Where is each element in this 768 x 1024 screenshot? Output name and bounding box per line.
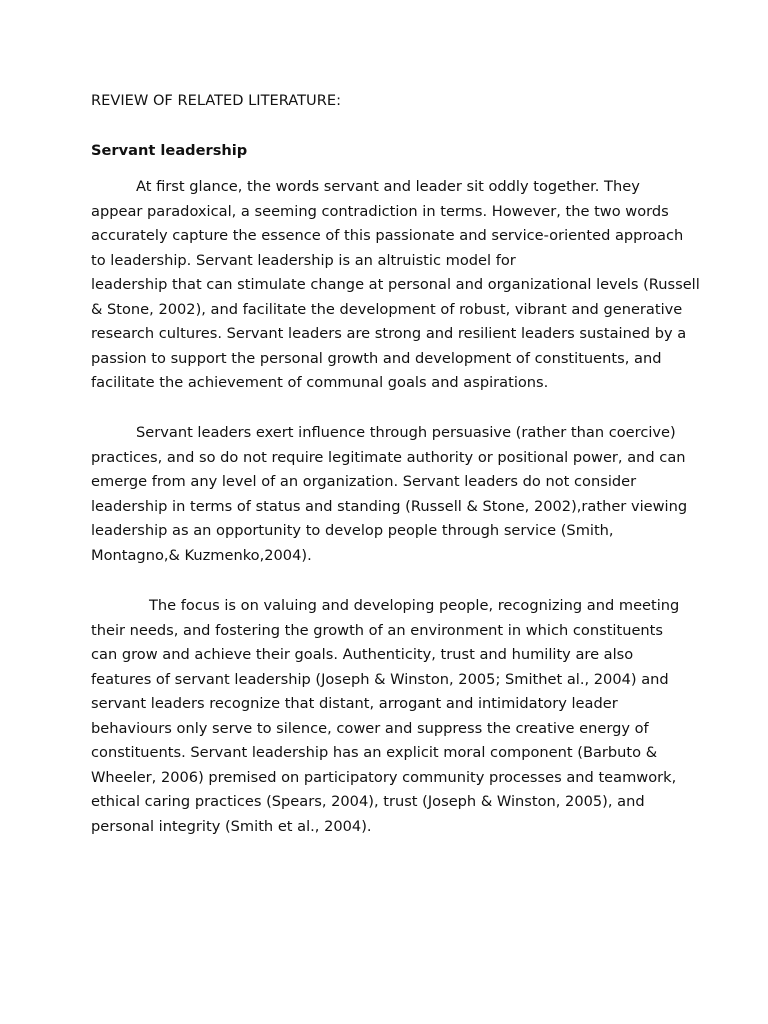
paragraph-line: leadership as an opportunity to develop people through service (Smith, bbox=[91, 522, 614, 539]
paragraph-line: Wheeler, 2006) premised on participatory community processes and teamwork, bbox=[91, 768, 677, 786]
paragraph-line: passion to support the personal growth and development of constituents, and bbox=[91, 349, 662, 367]
paragraph-line: accurately capture the essence of this passionate and service-oriented approach bbox=[91, 227, 684, 244]
paragraph-line: leadership that can stimulate change at personal and organizational levels (Russell bbox=[91, 276, 700, 293]
paragraph-line: personal integrity (Smith et al., 2004). bbox=[91, 817, 372, 835]
paragraph-line: research cultures. Servant leaders are strong and resilient leaders sustained by a bbox=[91, 325, 687, 342]
paragraph-line: appear paradoxical, a seeming contradiction in terms. However, the two words bbox=[91, 202, 669, 220]
paragraph-line: Montagno,& Kuzmenko,2004). bbox=[91, 546, 312, 564]
paragraph-line: features of servant leadership (Joseph & Winston, 2005; Smithet al., 2004) and bbox=[91, 670, 669, 688]
paragraph-line: constituents. Servant leadership has an explicit moral component (Barbuto & bbox=[91, 744, 658, 761]
paragraph-line: facilitate the achievement of communal goals and aspirations. bbox=[91, 374, 549, 391]
paragraph-2 bbox=[91, 421, 691, 568]
subsection-heading: Servant leadership bbox=[91, 142, 248, 159]
paragraph-line: servant leaders recognize that distant, arrogant and intimidatory leader bbox=[91, 695, 618, 712]
paragraph-line: Servant leaders exert influence through persuasive (rather than coercive) bbox=[136, 424, 676, 441]
paragraph-line: leadership in terms of status and standing (Russell & Stone, 2002),rather viewing bbox=[91, 497, 688, 515]
paragraph-line: The focus is on valuing and developing people, recognizing and meeting bbox=[149, 597, 680, 614]
paragraph-line: practices, and so do not require legitimate authority or positional power, and can bbox=[91, 448, 686, 466]
paragraph-1 bbox=[91, 175, 700, 396]
paragraph-line: can grow and achieve their goals. Authenticity, trust and humility are also bbox=[91, 646, 634, 663]
section-heading: REVIEW OF RELATED LITERATURE: bbox=[91, 92, 341, 109]
paragraph-line: emerge from any level of an organization. Servant leaders do not consider bbox=[91, 473, 637, 490]
paragraph-line: their needs, and fostering the growth of an environment in which constituents bbox=[91, 621, 663, 639]
paragraph-line: At first glance, the words servant and leader sit oddly together. They bbox=[136, 178, 640, 195]
paragraph-line: to leadership. Servant leadership is an altruistic model for bbox=[91, 251, 516, 269]
paragraph-3 bbox=[91, 594, 691, 839]
paragraph-line: behaviours only serve to silence, cower and suppress the creative energy of bbox=[91, 719, 649, 737]
paragraph-line: ethical caring practices (Spears, 2004), trust (Joseph & Winston, 2005), and bbox=[91, 793, 645, 810]
paragraph-line: & Stone, 2002), and facilitate the development of robust, vibrant and generative bbox=[91, 300, 683, 318]
